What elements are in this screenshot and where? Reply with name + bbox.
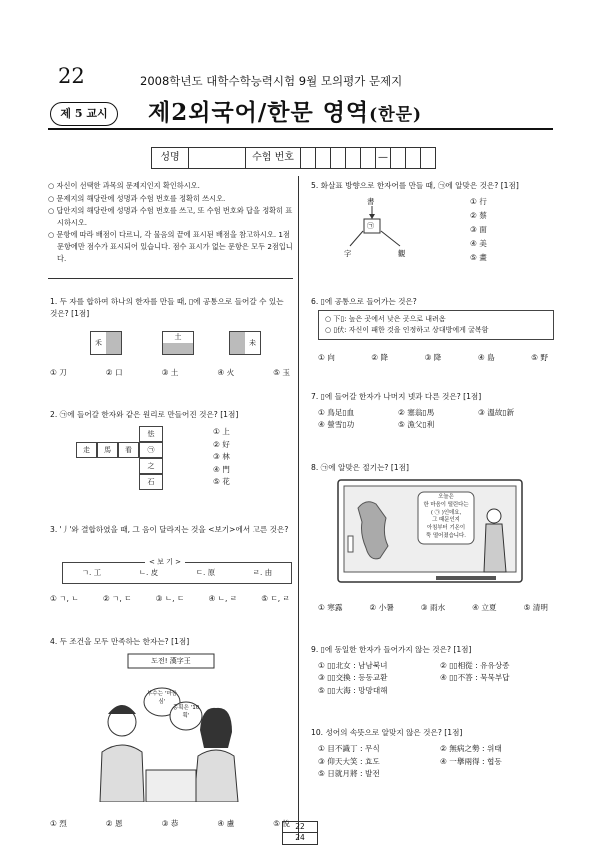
choice[interactable]: ⑤ 花 [213, 477, 230, 487]
q1-choices [50, 367, 290, 379]
q5-stem: 5. 화살표 방향으로 한자어를 만들 때, ㉠에 알맞은 것은? [1점] [311, 181, 519, 190]
header-rule [48, 128, 553, 130]
choice[interactable]: ② ㄱ, ㄷ [102, 594, 132, 603]
q3-bogi-box [62, 558, 292, 584]
name-field[interactable] [189, 148, 246, 168]
q8-illustration [336, 478, 524, 588]
choice[interactable]: ⑤ ▯▯大海 : 망망대해 [318, 685, 388, 695]
choice[interactable]: ① 寒露 [318, 603, 343, 612]
q2-cell: 馬 [97, 442, 118, 458]
q1-stem: 1. 두 자를 합하여 하나의 한자를 만들 때, ▯에 공통으로 들어갈 수 있는 것은? [1점] [50, 297, 284, 318]
q6-line: ○ ▯伏: 자신이 패한 것을 인정하고 상대방에게 굴복함 [325, 326, 489, 334]
q5-top: 書 [367, 197, 375, 206]
q5-left: 字 [344, 249, 352, 258]
choice[interactable]: ① 刀 [50, 368, 67, 377]
q2-cell: 走 [76, 442, 97, 458]
q4-illustration [82, 652, 260, 802]
choice[interactable]: ③ 林 [213, 452, 230, 462]
exam-no-digit[interactable] [361, 148, 376, 168]
choice[interactable]: ⑤ 畫 [470, 253, 487, 262]
choice[interactable]: ① 向 [318, 353, 335, 362]
q4-stem: 4. 두 조건을 모두 만족하는 한자는? [1점] [50, 637, 190, 646]
exam-title: 2008학년도 대학수학능력시험 9월 모의평가 문제지 [140, 74, 403, 88]
q5-arrows-svg [340, 196, 430, 266]
choice[interactable]: ② 小暑 [369, 603, 394, 612]
q10-stem: 10. 성어의 속뜻으로 알맞지 않은 것은? [1점] [311, 728, 463, 737]
choice[interactable]: ④ 美 [470, 239, 487, 248]
q3-stem: 3. '丿'와 결합하였을 때, 그 음이 달라지는 것을 <보기>에서 고른 것은? [50, 525, 289, 534]
choice[interactable]: ② 恩 [105, 819, 123, 828]
choice[interactable]: ④ ▯▯不答 : 묵묵부답 [440, 673, 510, 683]
choice[interactable]: ③ 溫故▯新 [478, 408, 515, 417]
choice[interactable]: ⑤ 清明 [523, 603, 548, 612]
choice[interactable]: ③ 仰天大笑 : 효도 [318, 756, 380, 766]
choice[interactable]: ① 鳥足▯血 [318, 408, 355, 417]
choice[interactable]: ① 行 [470, 197, 487, 206]
page-current: 22 [283, 822, 317, 833]
choice[interactable]: ② 好 [213, 439, 230, 449]
name-label: 성명 [152, 148, 189, 168]
choice[interactable]: ③ 恭 [161, 819, 179, 828]
q2-choices [213, 426, 230, 489]
choice[interactable]: ③ 面 [470, 225, 487, 234]
exam-no-digit[interactable] [346, 148, 361, 168]
subject-main: 제2외국어/한문 영역 [148, 99, 370, 126]
q6-box [318, 310, 554, 340]
bogi-item: ㄴ. 皮 [138, 568, 159, 577]
q1-char: 未 [249, 339, 256, 347]
instruction-item: ○ 자신이 선택한 과목의 문제지인지 확인하시오. [48, 181, 200, 190]
q2-stem: 2. ㉠에 들어갈 한자와 같은 원리로 만들어진 것은? [1점] [50, 410, 239, 419]
choice[interactable]: ③ 土 [161, 368, 179, 377]
q8-speech-line: 뚝 떨어졌습니다. [426, 532, 466, 539]
period-badge: 제 5 교시 [50, 102, 118, 126]
choice[interactable]: ② ▯▯相從 : 유유상종 [440, 661, 510, 670]
q8-speech-line: 오늘은 [438, 494, 454, 500]
choice[interactable]: ② 無病之勢 : 위태 [440, 744, 502, 753]
q1-char: 土 [174, 333, 182, 341]
instructions [48, 180, 293, 265]
choice[interactable]: ④ 螢雪▯功 [318, 419, 355, 429]
choice[interactable]: ① 上 [213, 427, 230, 436]
q2-cell: ㉠ [139, 442, 163, 458]
choice[interactable]: ⑤ 日就月將 : 발전 [318, 769, 380, 779]
bogi-item: ㄷ. 原 [195, 568, 216, 577]
q8-speech-line: 한 마음이 떨린다는 [423, 501, 469, 508]
q2-cell: 看 [118, 442, 139, 458]
choice[interactable]: ① ▯▯北女 : 남남북녀 [318, 661, 388, 670]
exam-no-digit[interactable] [421, 148, 435, 168]
choice[interactable]: ⑤ 悅 [273, 819, 290, 828]
q4-scene-svg [82, 652, 260, 802]
choice[interactable]: ③ ▯▯交換 : 등동교환 [318, 673, 388, 683]
q2-grid [76, 426, 186, 496]
instruction-item: ○ 문제지의 해당란에 성명과 수험 번호를 정확히 쓰시오. [48, 193, 226, 203]
choice[interactable]: ① 烈 [50, 819, 67, 828]
bogi-item: ㄹ. 由 [252, 568, 273, 577]
choice[interactable]: ③ 降 [424, 353, 442, 362]
bogi-item: ㄱ. 工 [81, 568, 102, 577]
exam-no-digit[interactable] [391, 148, 406, 168]
exam-no-digit[interactable] [301, 148, 316, 168]
q3-choices [50, 593, 290, 605]
q8-speech-line: 그 때문인지 [432, 517, 460, 524]
q4-choices [50, 818, 290, 830]
q5-right: 觀 [398, 249, 406, 258]
choice[interactable]: ② 口 [105, 368, 123, 377]
q5-choices [470, 195, 487, 265]
choice[interactable]: ④ 島 [477, 353, 495, 362]
page-indicator [282, 821, 318, 845]
subject-title [148, 94, 422, 127]
choice[interactable]: ④ 門 [213, 464, 230, 474]
q7-stem: 7. ▯에 들어갈 한자가 나머지 넷과 다른 것은? [1점] [311, 392, 482, 401]
q4-bubble-2: 총획은 '10획' [172, 705, 200, 719]
q9-choices [318, 660, 558, 697]
page-total: 24 [295, 833, 305, 842]
q8-choices [318, 602, 548, 614]
q2-cell: 怯 [139, 426, 163, 442]
choice[interactable]: ④ 立夏 [472, 603, 497, 612]
exam-no-digit[interactable] [331, 148, 346, 168]
q1-char: 禾 [95, 339, 102, 347]
q6-line: ○ 下▯: 높은 곳에서 낮은 곳으로 내려옴 [325, 315, 446, 323]
choice[interactable]: ① ㄱ, ㄴ [50, 594, 79, 603]
q4-bubble-1: 부수는 '마음 심' [146, 691, 178, 705]
page-number: 22 [58, 64, 85, 88]
exam-no-digit[interactable] [316, 148, 331, 168]
choice[interactable]: ② 蔡 [470, 211, 487, 220]
instructions-rule [48, 278, 293, 279]
column-divider [298, 176, 299, 840]
q8-speech-line: ( ㉠ )인데요, [430, 509, 462, 516]
choice[interactable]: ② 塞翁▯馬 [398, 408, 435, 417]
q7-choices [318, 407, 558, 430]
q8-speech-line: 아침부터 기온이 [426, 525, 466, 532]
choice[interactable]: ⑤ 玉 [273, 368, 290, 377]
subject-sub: (한문) [369, 105, 423, 125]
choice[interactable]: ③ 雨水 [420, 603, 446, 612]
q2-cell: 石 [139, 474, 163, 490]
q6-stem: 6. ▯에 공통으로 들어가는 것은? [311, 297, 417, 306]
q9-stem: 9. ▯에 동일한 한자가 들어가지 않는 것은? [1점] [311, 645, 472, 654]
q2-cell: 之 [139, 458, 163, 474]
choice[interactable]: ④ 火 [217, 368, 235, 377]
q3-bogi-title: < 보 기 > [145, 557, 185, 567]
choice[interactable]: ⑤ 野 [531, 353, 548, 362]
exam-no-dash: — [376, 148, 391, 168]
choice[interactable]: ③ ㄴ, ㄷ [155, 594, 185, 603]
q5-center: ㉠ [367, 222, 374, 230]
instruction-item: ○ 답안지의 해당란에 성명과 수험 번호를 쓰고, 또 수험 번호와 답을 정확히 표시하시오. [48, 206, 293, 227]
choice[interactable]: ⑤ 漁父▯利 [398, 419, 435, 429]
q5-diagram [340, 196, 430, 266]
q8-stem: 8. ㉠에 알맞은 절기는? [1점] [311, 463, 409, 472]
q10-choices [318, 743, 558, 781]
choice[interactable]: ① 目不識丁 : 무식 [318, 744, 380, 753]
q8-speech [418, 494, 474, 541]
exam-no-label: 수험 번호 [246, 148, 301, 168]
choice[interactable]: ⑤ ㄷ, ㄹ [261, 594, 290, 603]
id-box [151, 147, 436, 169]
choice[interactable]: ② 降 [371, 353, 389, 362]
choice[interactable]: ④ 慮 [217, 819, 235, 828]
q6-choices [318, 352, 548, 364]
choice[interactable]: ④ ㄴ, ㄹ [208, 594, 238, 603]
instruction-item: ○ 문항에 따라 배점이 다르니, 각 물음의 끝에 표시된 배점을 참고하시오. 1점 문항에만 점수가 표시되어 있습니다. 점수 표시가 없는 문항은 모두 2점입니다. [48, 230, 293, 263]
q4-banner: 도전! 漢字王 [151, 657, 191, 665]
choice[interactable]: ④ 一擧兩得 : 협동 [440, 756, 502, 766]
exam-no-digit[interactable] [406, 148, 421, 168]
